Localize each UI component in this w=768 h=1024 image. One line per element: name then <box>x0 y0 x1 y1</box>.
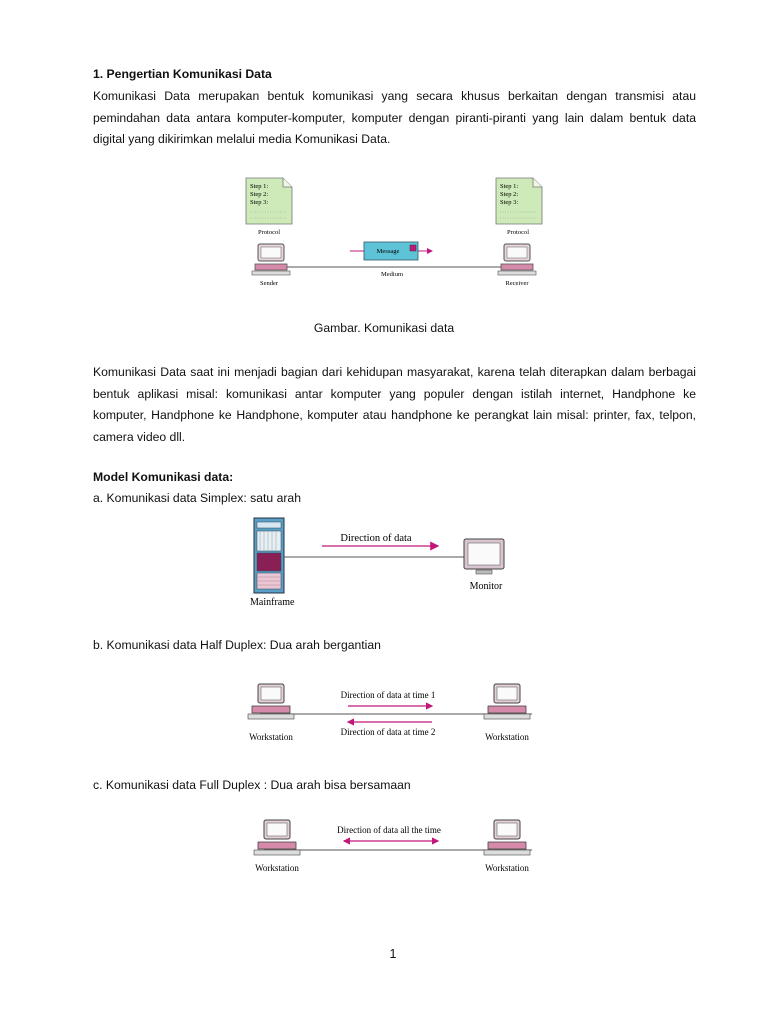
mainframe-label: Mainframe <box>250 597 295 608</box>
sender-step-2: Step 2: <box>250 191 269 198</box>
workstation-right-label: Workstation <box>485 863 529 873</box>
receiver-step-2: Step 2: <box>500 191 519 198</box>
sender-computer-icon <box>252 244 290 275</box>
message-label: Message <box>376 248 400 255</box>
receiver-computer-icon <box>498 244 536 275</box>
monitor-label: Monitor <box>469 581 503 592</box>
receiver-label: Receiver <box>505 280 529 287</box>
protocol-sheet-right <box>496 178 542 224</box>
page-number: 1 <box>389 947 397 961</box>
paragraph-applications: Komunikasi Data saat ini menjadi bagian dari kehidupan masyarakat, karena telah diterapkan dalam berbagai bentuk aplikasi misal: komunikasi antar komputer yang populer dengan istilah internet, Handphone ke komputer, Handphone ke Handphone, komputer atau handphone ke perangkat lain misal: printer, fax, telpon, camera video dll. <box>93 365 696 444</box>
protocol-label-right: Protocol <box>506 229 530 236</box>
figure-simplex <box>246 513 548 611</box>
workstation-left-icon <box>248 684 294 719</box>
figure-full-duplex <box>244 814 552 880</box>
model-heading: Model Komunikasi data: <box>93 470 234 484</box>
medium-label: Medium <box>380 271 404 278</box>
half-duplex-dir1-label: Direction of data at time 1 <box>340 690 436 700</box>
half-duplex-label: b. Komunikasi data Half Duplex: Dua arah bergantian <box>93 638 381 652</box>
receiver-step-3: Step 3: <box>500 199 519 206</box>
figure-communication-data <box>236 172 548 294</box>
paragraph-definition: Komunikasi Data merupakan bentuk komunikasi yang secara khusus berkaitan dengan transmisi atau pemindahan data antara komputer-komputer, komputer dengan piranti-piranti yang lain dalam bentuk data digital yang dikirimkan melalui media Komunikasi Data. <box>93 89 696 146</box>
protocol-sheet-left <box>246 178 292 224</box>
mainframe-icon <box>254 518 284 593</box>
monitor-icon <box>464 539 504 574</box>
full-duplex-label: c. Komunikasi data Full Duplex : Dua arah bisa bersamaan <box>93 778 411 792</box>
section-title: 1. Pengertian Komunikasi Data <box>93 67 272 81</box>
workstation-right-label: Workstation <box>485 732 529 742</box>
sender-step-1: Step 1: <box>250 183 269 190</box>
figure-half-duplex <box>240 676 552 746</box>
half-duplex-dir2-label: Direction of data at time 2 <box>340 727 436 737</box>
workstation-left-icon <box>254 820 300 855</box>
protocol-label-left: Protocol <box>257 229 281 236</box>
figure-caption: Gambar. Komunikasi data <box>313 321 455 335</box>
workstation-left-label: Workstation <box>249 732 293 742</box>
workstation-right-icon <box>484 820 530 855</box>
receiver-step-1: Step 1: <box>500 183 519 190</box>
simplex-direction-label: Direction of data <box>340 533 412 544</box>
workstation-right-icon <box>484 684 530 719</box>
full-duplex-dir-label: Direction of data all the time <box>337 825 441 835</box>
message-flag-icon <box>410 245 416 251</box>
sender-step-3: Step 3: <box>250 199 269 206</box>
simplex-label: a. Komunikasi data Simplex: satu arah <box>93 491 301 505</box>
sender-label: Sender <box>259 280 279 287</box>
workstation-left-label: Workstation <box>255 863 299 873</box>
